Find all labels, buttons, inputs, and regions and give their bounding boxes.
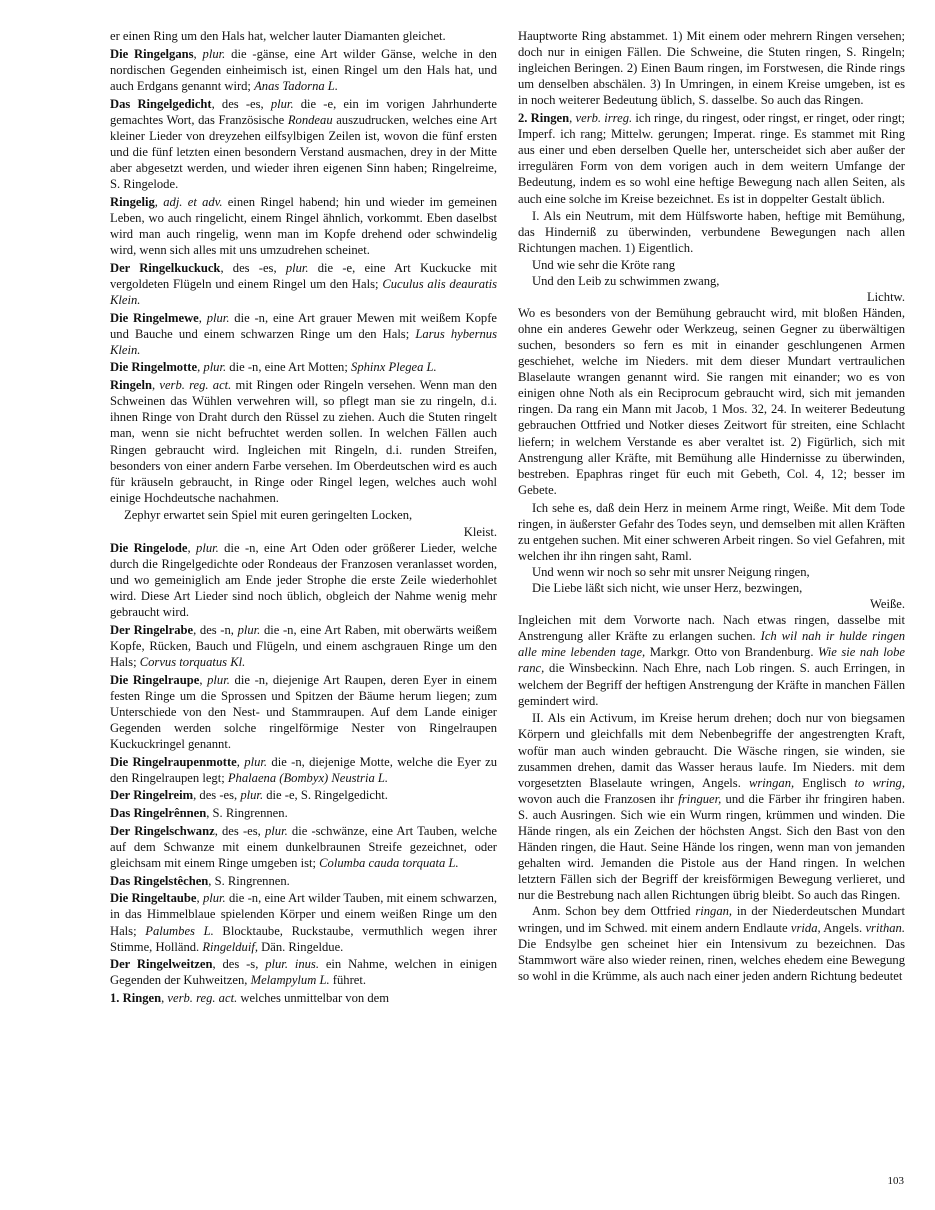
paragraph <box>518 903 905 983</box>
entry-text: auszudrucken, welches eine Art kleiner Lieder von dreyzehen eilfsylbigen Zeilen ist, wovon die fünf ersten und die fünf letzten einen besondern Verstand ausmachen, drey in der Mitte aber abgesetzt werden, und wieder ihren eigenen Sinn haben; Ringelreime, S. Ringelode. <box>110 112 497 192</box>
italic-text: plur. <box>202 46 226 61</box>
entry-text: , <box>152 378 160 393</box>
entry-text: , <box>198 310 207 325</box>
italic-text: verb. irreg. <box>575 111 633 126</box>
entry-headword: Die Ringeltaube <box>110 891 197 906</box>
entry-headword: 1. Ringen <box>110 991 162 1006</box>
italic-text: Ringelduif, <box>202 939 258 954</box>
entry-text: die Winsbeckinn. Nach Ehre, nach Lob ringen. S. auch Erringen, in welchem der Begriff der heftigen Anstrengung der Kräfte in manchen Fällen gemindert wird. <box>518 661 905 708</box>
entry-headword: Der Ringelrabe <box>110 622 194 637</box>
entry-headword: Die Ringelmewe <box>110 310 199 325</box>
entry-text: Dän. Ringeldue. <box>257 939 344 954</box>
entry-text: mit Ringen oder Ringeln versehen. Wenn man den Schweinen das Wühlen verwehren will, so pflegt man sie zu ringeln, d.i. ihnen Ringe von Draht durch den Rüssel zu ziehen. Auch die Stuten ringelt man, wenn sie nicht befruchtet werden sollen. In welchen Fällen auch Ringen gebraucht wird. Ingleichen mit Ringeln, d.i. runden Streifen, besonders von einer andern Farbe versehen. Im Oberdeutschen wird es auch für kräuseln gebraucht, in Ringe oder Ringel legen, welches auch wohl einige Hochdeutsche nachahmen. <box>110 378 498 505</box>
entry-text: Die Endsylbe gen scheinet hier ein Intensivum zu bezeichnen. Das Stammwort wäre also wieder reinen, rinen, welches ehedem eine Bewegung so wohl in die Krümme, als auch nach einer jeden andern Richtung bedeutet <box>518 936 905 983</box>
entry-headword: Die Ringelode <box>110 540 188 555</box>
dictionary-entry <box>110 96 497 193</box>
quote-source: Kleist. <box>463 524 497 539</box>
entry-headword: Die Ringelraupenmotte <box>110 754 237 769</box>
italic-text: Melampylum L. <box>250 973 330 988</box>
paragraph: Hauptworte Ring abstammet. 1) Mit einem oder mehrern Ringen versehen; doch nur in einigen Fällen. Die Schweine, die Stuten ringen, S. Ringeln; ingleichen Beringen. 2) Einen Baum ringen, im Forstwesen, die Rinde rings um denselben abschälen. 3) In Umringen, in einem Kreise umgeben, ist es in noch weiterer Bedeutung üblich, S. dasselbe. So auch das Ringen. <box>518 29 905 108</box>
dictionary-entry <box>110 672 497 752</box>
entry-text: , des -s, <box>212 957 266 972</box>
italic-text: plur. <box>202 891 226 906</box>
italic-text: verb. reg. act. <box>159 378 232 393</box>
entry-headword: Das Ringelstêchen <box>110 873 209 888</box>
entry-text: die -gänse, eine Art wilder Gänse, welche in den nordischen Gegenden einheimisch ist, einen Ringel um den Hals hat, und auch Erdgans genannt wird; <box>110 46 497 93</box>
italic-text: Cuculus alis deauratis Klein. <box>110 276 497 307</box>
dictionary-entry <box>110 359 497 375</box>
entry-headword: Das Ringelgedicht <box>110 96 212 111</box>
entry-text: ein Nahme, welchen in einigen Gegenden der Kuhweitzen, <box>110 957 497 988</box>
entry-text: die -n, eine Art Oden oder größerer Lieder, welche durch die Ringelgedichte oder Rondeaus der Franzosen veranlasset worden, und wo gemeiniglich am Ende jeder Strophe die erste Zeile wiederhohlet wird. Diese Art Lieder sind noch üblich, obgleich der Nahme wenig mehr gebraucht wird. <box>110 540 497 620</box>
entry-text: Anm. Schon bey dem Ottfried <box>532 904 696 919</box>
entry-text: die -n, eine Art grauer Mewen mit weißem Kopfe und Bauche und einem schwarzen Ringe um den Hals; <box>110 310 497 341</box>
entry-headword: Ringeln <box>110 378 152 393</box>
verse-line: Zephyr erwartet sein Spiel mit euren geringelten Locken, <box>124 508 413 523</box>
entry-text: wovon auch die Franzosen ihr <box>518 791 679 806</box>
paragraph: Wo es besonders von der Bemühung gebraucht wird, mit bloßen Händen, ohne ein anderes Gewehr oder Werkzeug, seinen Gegner zu überwältigen suchen, besonders so fern es mit in einander geschlungenen Armen geschiehet, welche im Nieders. mit dem dieser Mundart vertraulichen Blaselaute wrangen genannt wird. Sie rangen mit einander; wo es von einigen ohne Noth als ein Reciprocum gebraucht wird, sich mit jemanden ringen. Da rang ein Mann mit Jacob, 1 Mos. 32, 24. In weiterer Bedeutung gebrauchen Ottfried und Notker dieses Zeitwort für streiten, eine Schlacht liefern; in welchem Verstande es aber veraltet ist. 2) Figürlich, sich mit Anstrengung aller Kräfte, mit Bemühung alle Hindernisse zu überwinden, bestreben. Epaphras ringet für euch mit Gebeth, Col. 4, 12; besser im Gebete. <box>518 305 905 497</box>
entry-text: die -schwänze, eine Art Tauben, welche auf dem Schwanze mit einem dunkelbraunen Streife gezeichnet, oder gleichsam mit einem Ringe umgeben ist; <box>110 823 497 870</box>
entry-headword: Die Ringelmotte <box>110 360 198 375</box>
dictionary-entry <box>110 990 497 1006</box>
entry-text: die -n, eine Art Motten; <box>226 360 352 375</box>
italic-text: wringan, <box>749 775 795 790</box>
entry-text: , <box>161 991 168 1006</box>
italic-text: Columba cauda torquata L. <box>319 856 459 870</box>
quote-source: Lichtw. <box>866 289 905 304</box>
dictionary-entry <box>110 377 497 506</box>
italic-text: plur. <box>207 672 230 687</box>
italic-text: plur. <box>237 622 261 637</box>
entry-headword: Die Ringelraupe <box>110 672 200 687</box>
italic-text: Wie sie nah lobe ranc, <box>518 645 905 676</box>
dictionary-entry <box>110 823 497 871</box>
entry-text: , des -es, <box>220 260 286 275</box>
paragraph: I. Als ein Neutrum, mit dem Hülfsworte haben, heftige mit Bemühung, das Hinderniß zu überwinden, verbundene Bewegungen nach allen Richtungen machen. 1) Eigentlich. <box>518 209 905 256</box>
entry-text: einen Ringel habend; hin und wieder im gemeinen Leben, wo auch ringelicht, einem Ringel ähnlich, vorkommt. Eben daselbst wird man auch ringelig, wenn man im Kopfe drehend oder schwindelig wird, wenn sich alles mit uns umzudrehen scheinet. <box>110 194 497 257</box>
verse-line: Und wie sehr die Kröte rang <box>532 257 676 272</box>
entry-text: die -n, eine Art wilder Tauben, mit einem schwarzen, in das Himmelblaue spielenden Körper und einem weißen Ringe um den Hals; <box>110 891 498 938</box>
entry-text: die -e, S. Ringelgedicht. <box>263 788 388 803</box>
entry-headword: Die Ringelgans <box>110 46 194 61</box>
paragraph: er einen Ring um den Hals hat, welcher lauter Diamanten gleichet. <box>110 29 446 43</box>
dictionary-entry <box>110 194 497 258</box>
italic-text: plur. <box>206 310 230 325</box>
italic-text: fringuer, <box>678 791 722 806</box>
entry-text: , <box>236 754 245 769</box>
entry-text: führet. <box>329 973 367 988</box>
dictionary-entry <box>110 310 497 358</box>
entry-text: die -n, diejenige Art Raupen, deren Eyer in einem festen Ringe um die Sprossen und Spitzen der Bäume herum liegen; zum Unterschiede von den Nest- und Stammraupen. Auf dem Lande einiger Gegenden werden solche ringelförmige Nester von Ringelraupen Kuckuckringel genannt. <box>110 672 497 751</box>
entry-text: Blocktaube, Ruckstaube, vermuthlich wegen ihrer Stimme, Holländ. <box>110 923 498 954</box>
entry-headword: Der Ringelkuckuck <box>110 260 221 275</box>
italic-text: adj. et adv. <box>163 194 223 209</box>
entry-text: , <box>569 111 576 126</box>
entry-text: Ingleichen mit dem Vorworte nach. Nach etwas ringen, dasselbe mit Anstrengung aller Kräfte zu erlangen suchen. <box>518 613 905 644</box>
entry-headword: 2. Ringen <box>518 111 570 126</box>
entry-text: und die Färber ihr fringiren haben. S. auch Ausringen. Sich wie ein Wurm ringen, krümmen und winden. Die Hände ringen, als ein Zeichen der höchsten Angst. Sich den Bast von den Händen ringen, die Haut. Seine Hände los ringen, wenn man von jemanden gehalten wird. Jemanden die Pistole aus der Hand ringen. In welchen letztern Fällen sich der Begriff der kreisförmigen Bewegung verlieret, und nur die Bestrebung nach allen Richtungen übrig bleibt. So auch das Ringen. <box>518 791 905 903</box>
entry-text: , S. Ringrennen. <box>206 806 288 821</box>
entry-text: die -n, eine Art Raben, mit oberwärts weißem Kopfe, Rücken, Bauch und Flügeln, und einem aschgrauen Ringe um den Hals; <box>110 622 497 669</box>
entry-text: Englisch <box>794 775 855 790</box>
italic-text: plur. <box>285 260 309 275</box>
dictionary-entry <box>110 260 497 308</box>
italic-text: Anas Tadorna L. <box>254 78 338 93</box>
italic-text: Corvus torquatus Kl. <box>139 654 246 669</box>
dictionary-entry <box>110 956 497 988</box>
italic-text: Rondeau <box>287 112 333 127</box>
entry-text: , des -es, <box>211 96 271 111</box>
verse-line: Die Liebe läßt sich nicht, wie unser Herz, bezwingen, <box>532 580 803 595</box>
entry-text: die -e, eine Art Kuckucke mit vergoldeten Flügeln und einem Ringel um den Hals; <box>110 260 497 291</box>
dictionary-entry <box>110 787 497 803</box>
verse-line: Und wenn wir noch so sehr mit unsrer Neigung ringen, <box>532 564 810 579</box>
entry-text: , <box>199 672 208 687</box>
entry-text: die -e, ein im vorigen Jahrhunderte gemachtes Wort, das Französische <box>110 96 498 127</box>
paragraph: Ich sehe es, daß dein Herz in meinem Arme ringt, Weiße. Mit dem Tode ringen, in äußerster Gefahr des Todes seyn, und demselben mit allen Kräften zu entgehen suchen. Mit einer schweren Arbeit ringen. So viel Gefahren, mit welchen ihr ihn ringen saht, Raml. <box>518 500 905 563</box>
italic-text: Palumbes L. <box>145 923 214 938</box>
entry-text: ich ringe, du ringest, oder ringst, er ringet, oder ringt; Imperf. ich rang; Mittelw. gerungen; Imperat. ringe. Es stammet mit Ring aus einer und eben derselben Quelle her, unterscheidet sich aber außer der irregulären Form von dem vorigen auch in dem weitern Umfange der Bedeutung, indem es so wohl eine heftige Bewegung nach allen Seiten, als auch eine solche im Kreise bezeichnet. Es ist in doppelter Gestalt üblich. <box>518 111 905 206</box>
italic-text: plur. <box>240 788 264 803</box>
entry-text: welches unmittelbar von dem <box>237 991 390 1006</box>
italic-text: vrithan. <box>865 920 905 935</box>
right-column <box>518 28 905 984</box>
italic-text: Larus hybernus Klein. <box>110 326 497 357</box>
dictionary-entry <box>110 540 497 620</box>
italic-text: plur. inus. <box>265 957 319 972</box>
dictionary-entry <box>110 622 497 670</box>
entry-headword: Der Ringelweitzen <box>110 957 213 972</box>
dictionary-entry <box>110 754 497 786</box>
entry-headword: Der Ringelreim <box>110 788 194 803</box>
italic-text: Phalaena (Bombyx) Neustria L. <box>227 770 389 785</box>
entry-text: II. Als ein Activum, im Kreise herum drehen; doch nur von biegsamen Körpern und gleichfalls mit dem Nebenbegriffe der angestrengten Kraft, wofür man auch winden gebraucht. Die Wäsche ringen, sie winden, sie zusammen drehen, damit das Wasser heraus laufe. Im Nieders. mit dem vorgesetzten Blaselaute wringen, Angels. <box>518 711 905 790</box>
entry-text: , <box>196 891 203 906</box>
entry-text: , S. Ringrennen. <box>208 873 290 888</box>
italic-text: Sphinx Plegea L. <box>351 360 437 375</box>
dictionary-entry <box>518 110 905 207</box>
paragraph <box>518 710 905 903</box>
italic-text: Ich wil nah ir hulde ringen alle mine lebenden tage, <box>518 629 906 660</box>
entry-text: Angels. <box>820 920 866 935</box>
verse-line: Und den Leib zu schwimmen zwang, <box>532 273 720 288</box>
entry-text: , <box>197 360 204 375</box>
entry-text: , des -es, <box>193 788 241 803</box>
italic-text: plur. <box>203 360 227 375</box>
page-number: 103 <box>887 1175 904 1187</box>
entry-text: , des -n, <box>193 622 238 637</box>
dictionary-entry <box>110 873 497 889</box>
entry-text: , <box>193 46 203 61</box>
italic-text: verb. reg. act. <box>167 991 238 1006</box>
entry-headword: Das Ringelrênnen <box>110 806 207 821</box>
entry-headword: Ringelig <box>110 194 155 209</box>
entry-text: , <box>154 194 164 209</box>
entry-text: Markgr. Otto von Brandenburg. <box>645 645 818 660</box>
italic-text: ringan, <box>695 904 733 919</box>
dictionary-entry <box>110 890 497 954</box>
italic-text: plur. <box>196 540 219 555</box>
dictionary-entry <box>110 46 497 94</box>
italic-text: vrida, <box>790 920 821 935</box>
italic-text: plur. <box>270 96 294 111</box>
left-column <box>110 28 497 1008</box>
quote-source: Weiße. <box>869 597 905 612</box>
italic-text: to wring, <box>854 775 905 790</box>
italic-text: plur. <box>264 823 288 838</box>
entry-headword: Der Ringelschwanz <box>110 823 215 838</box>
entry-text: , des -es, <box>214 823 265 838</box>
entry-text: , <box>187 540 197 555</box>
dictionary-entry <box>518 612 905 709</box>
entry-text: in der Niederdeutschen Mundart wringen, und im Schwed. mit einem andern Endlaute <box>518 904 905 935</box>
italic-text: plur. <box>244 754 268 769</box>
dictionary-entry <box>110 805 497 821</box>
entry-text: die -n, diejenige Motte, welche die Eyer zu den Ringelraupen legt; <box>110 754 498 785</box>
